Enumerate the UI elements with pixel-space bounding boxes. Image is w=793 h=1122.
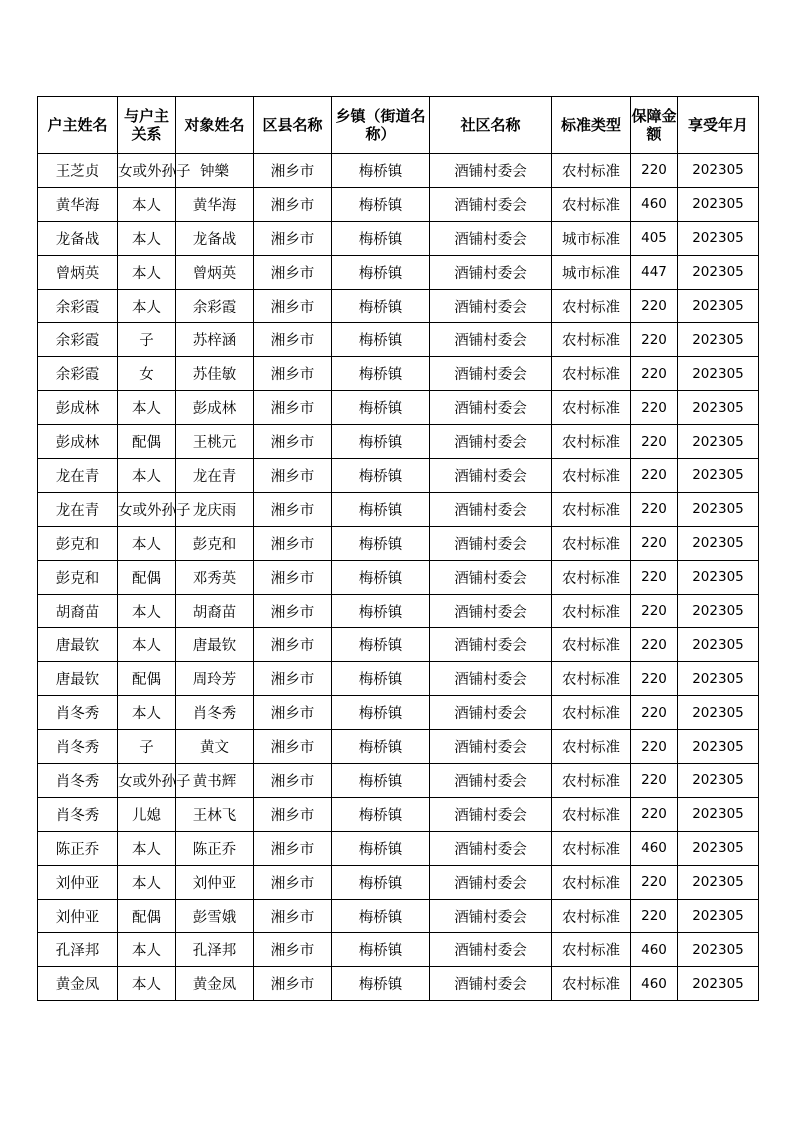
county-cell: 湘乡市 (254, 391, 332, 425)
community-cell: 酒铺村委会 (430, 797, 552, 831)
county-cell: 湘乡市 (254, 831, 332, 865)
community-cell: 酒铺村委会 (430, 526, 552, 560)
table-row (38, 187, 759, 221)
householder-name-cell: 余彩霞 (38, 357, 118, 391)
recipient-name-cell: 龙在青 (176, 459, 254, 493)
recipient-name-cell: 彭克和 (176, 526, 254, 560)
householder-name-cell: 刘仲亚 (38, 899, 118, 933)
community-cell: 酒铺村委会 (430, 628, 552, 662)
recipient-name-cell: 孔泽邦 (176, 933, 254, 967)
table-row (38, 425, 759, 459)
community-cell: 酒铺村委会 (430, 492, 552, 526)
relationship-cell: 女或外孙子 (118, 154, 176, 188)
recipient-name-cell: 黄书辉 (176, 764, 254, 798)
community-cell: 酒铺村委会 (430, 357, 552, 391)
township-cell: 梅桥镇 (332, 831, 430, 865)
table-row (38, 967, 759, 1001)
period-cell: 202305 (678, 967, 759, 1001)
period-cell: 202305 (678, 391, 759, 425)
householder-name-cell: 龙在青 (38, 459, 118, 493)
county-cell: 湘乡市 (254, 560, 332, 594)
standard-type-cell: 农村标准 (552, 865, 631, 899)
relationship-cell: 本人 (118, 459, 176, 493)
community-cell: 酒铺村委会 (430, 696, 552, 730)
householder-name-cell: 孔泽邦 (38, 933, 118, 967)
county-cell: 湘乡市 (254, 730, 332, 764)
standard-type-cell: 农村标准 (552, 696, 631, 730)
householder-name-cell: 刘仲亚 (38, 865, 118, 899)
township-cell: 梅桥镇 (332, 357, 430, 391)
amount-cell: 220 (631, 696, 678, 730)
relationship-cell: 配偶 (118, 560, 176, 594)
amount-cell: 220 (631, 865, 678, 899)
table-row (38, 289, 759, 323)
relationship-cell: 本人 (118, 831, 176, 865)
amount-cell: 460 (631, 187, 678, 221)
recipient-name-cell: 邓秀英 (176, 560, 254, 594)
community-cell: 酒铺村委会 (430, 865, 552, 899)
table-row (38, 459, 759, 493)
township-cell: 梅桥镇 (332, 967, 430, 1001)
table-row (38, 526, 759, 560)
householder-name-cell: 彭克和 (38, 560, 118, 594)
county-cell: 湘乡市 (254, 459, 332, 493)
amount-cell: 220 (631, 560, 678, 594)
period-cell: 202305 (678, 899, 759, 933)
householder-name-cell: 黄华海 (38, 187, 118, 221)
period-cell: 202305 (678, 289, 759, 323)
header-relationship: 与户主关系 (118, 97, 176, 154)
relationship-cell: 本人 (118, 628, 176, 662)
community-cell: 酒铺村委会 (430, 560, 552, 594)
householder-name-cell: 唐最钦 (38, 628, 118, 662)
amount-cell: 220 (631, 797, 678, 831)
recipient-name-cell: 龙备战 (176, 221, 254, 255)
period-cell: 202305 (678, 425, 759, 459)
header-county: 区县名称 (254, 97, 332, 154)
amount-cell: 220 (631, 323, 678, 357)
township-cell: 梅桥镇 (332, 323, 430, 357)
standard-type-cell: 农村标准 (552, 967, 631, 1001)
relationship-cell: 本人 (118, 221, 176, 255)
amount-cell: 460 (631, 933, 678, 967)
relationship-cell: 子 (118, 323, 176, 357)
table-row (38, 357, 759, 391)
relationship-cell: 本人 (118, 967, 176, 1001)
amount-cell: 220 (631, 594, 678, 628)
recipient-name-cell: 刘仲亚 (176, 865, 254, 899)
township-cell: 梅桥镇 (332, 933, 430, 967)
community-cell: 酒铺村委会 (430, 594, 552, 628)
householder-name-cell: 彭成林 (38, 425, 118, 459)
householder-name-cell: 肖冬秀 (38, 696, 118, 730)
township-cell: 梅桥镇 (332, 594, 430, 628)
community-cell: 酒铺村委会 (430, 255, 552, 289)
householder-name-cell: 彭成林 (38, 391, 118, 425)
township-cell: 梅桥镇 (332, 289, 430, 323)
standard-type-cell: 农村标准 (552, 187, 631, 221)
header-row (38, 97, 759, 154)
standard-type-cell: 城市标准 (552, 221, 631, 255)
county-cell: 湘乡市 (254, 865, 332, 899)
period-cell: 202305 (678, 865, 759, 899)
amount-cell: 220 (631, 289, 678, 323)
recipient-name-cell: 钟樂 (176, 154, 254, 188)
county-cell: 湘乡市 (254, 662, 332, 696)
relationship-cell: 本人 (118, 255, 176, 289)
amount-cell: 220 (631, 459, 678, 493)
county-cell: 湘乡市 (254, 594, 332, 628)
recipient-name-cell: 肖冬秀 (176, 696, 254, 730)
standard-type-cell: 农村标准 (552, 459, 631, 493)
county-cell: 湘乡市 (254, 357, 332, 391)
recipient-name-cell: 黄金凤 (176, 967, 254, 1001)
period-cell: 202305 (678, 628, 759, 662)
community-cell: 酒铺村委会 (430, 425, 552, 459)
period-cell: 202305 (678, 764, 759, 798)
county-cell: 湘乡市 (254, 526, 332, 560)
header-township: 乡镇（街道名称） (332, 97, 430, 154)
householder-name-cell: 陈正乔 (38, 831, 118, 865)
relationship-cell: 配偶 (118, 425, 176, 459)
period-cell: 202305 (678, 154, 759, 188)
standard-type-cell: 农村标准 (552, 797, 631, 831)
period-cell: 202305 (678, 526, 759, 560)
township-cell: 梅桥镇 (332, 154, 430, 188)
period-cell: 202305 (678, 831, 759, 865)
relationship-cell: 女或外孙子 (118, 764, 176, 798)
township-cell: 梅桥镇 (332, 255, 430, 289)
county-cell: 湘乡市 (254, 764, 332, 798)
relationship-cell: 女或外孙子 (118, 492, 176, 526)
period-cell: 202305 (678, 797, 759, 831)
community-cell: 酒铺村委会 (430, 831, 552, 865)
recipient-name-cell: 胡裔苗 (176, 594, 254, 628)
relationship-cell: 配偶 (118, 899, 176, 933)
amount-cell: 220 (631, 662, 678, 696)
county-cell: 湘乡市 (254, 255, 332, 289)
standard-type-cell: 农村标准 (552, 425, 631, 459)
amount-cell: 220 (631, 391, 678, 425)
standard-type-cell: 农村标准 (552, 391, 631, 425)
standard-type-cell: 农村标准 (552, 526, 631, 560)
community-cell: 酒铺村委会 (430, 289, 552, 323)
relationship-cell: 本人 (118, 933, 176, 967)
recipient-name-cell: 黄华海 (176, 187, 254, 221)
relationship-cell: 本人 (118, 526, 176, 560)
township-cell: 梅桥镇 (332, 221, 430, 255)
table-row (38, 662, 759, 696)
township-cell: 梅桥镇 (332, 797, 430, 831)
community-cell: 酒铺村委会 (430, 154, 552, 188)
recipient-name-cell: 彭雪娥 (176, 899, 254, 933)
relationship-cell: 配偶 (118, 662, 176, 696)
table-row (38, 899, 759, 933)
community-cell: 酒铺村委会 (430, 730, 552, 764)
standard-type-cell: 农村标准 (552, 831, 631, 865)
amount-cell: 220 (631, 357, 678, 391)
table-row (38, 933, 759, 967)
community-cell: 酒铺村委会 (430, 187, 552, 221)
table-row (38, 594, 759, 628)
recipient-name-cell: 陈正乔 (176, 831, 254, 865)
householder-name-cell: 唐最钦 (38, 662, 118, 696)
period-cell: 202305 (678, 560, 759, 594)
township-cell: 梅桥镇 (332, 628, 430, 662)
amount-cell: 460 (631, 831, 678, 865)
householder-name-cell: 余彩霞 (38, 289, 118, 323)
relationship-cell: 本人 (118, 187, 176, 221)
householder-name-cell: 黄金凤 (38, 967, 118, 1001)
county-cell: 湘乡市 (254, 696, 332, 730)
county-cell: 湘乡市 (254, 797, 332, 831)
relationship-cell: 本人 (118, 391, 176, 425)
householder-name-cell: 王芝贞 (38, 154, 118, 188)
amount-cell: 220 (631, 628, 678, 662)
county-cell: 湘乡市 (254, 933, 332, 967)
amount-cell: 220 (631, 526, 678, 560)
table-row (38, 391, 759, 425)
township-cell: 梅桥镇 (332, 391, 430, 425)
county-cell: 湘乡市 (254, 154, 332, 188)
county-cell: 湘乡市 (254, 221, 332, 255)
recipient-name-cell: 黄文 (176, 730, 254, 764)
period-cell: 202305 (678, 594, 759, 628)
table-row (38, 764, 759, 798)
period-cell: 202305 (678, 255, 759, 289)
county-cell: 湘乡市 (254, 323, 332, 357)
period-cell: 202305 (678, 933, 759, 967)
householder-name-cell: 肖冬秀 (38, 730, 118, 764)
period-cell: 202305 (678, 357, 759, 391)
township-cell: 梅桥镇 (332, 187, 430, 221)
table-row (38, 323, 759, 357)
table-row (38, 865, 759, 899)
period-cell: 202305 (678, 730, 759, 764)
householder-name-cell: 肖冬秀 (38, 797, 118, 831)
township-cell: 梅桥镇 (332, 492, 430, 526)
amount-cell: 405 (631, 221, 678, 255)
relationship-cell: 女 (118, 357, 176, 391)
township-cell: 梅桥镇 (332, 764, 430, 798)
table-row (38, 221, 759, 255)
standard-type-cell: 农村标准 (552, 662, 631, 696)
amount-cell: 220 (631, 899, 678, 933)
recipient-name-cell: 王林飞 (176, 797, 254, 831)
period-cell: 202305 (678, 492, 759, 526)
recipient-name-cell: 唐最钦 (176, 628, 254, 662)
recipient-name-cell: 彭成林 (176, 391, 254, 425)
standard-type-cell: 农村标准 (552, 357, 631, 391)
householder-name-cell: 彭克和 (38, 526, 118, 560)
amount-cell: 447 (631, 255, 678, 289)
amount-cell: 220 (631, 154, 678, 188)
community-cell: 酒铺村委会 (430, 933, 552, 967)
township-cell: 梅桥镇 (332, 865, 430, 899)
recipient-name-cell: 苏佳敏 (176, 357, 254, 391)
relationship-cell: 本人 (118, 594, 176, 628)
standard-type-cell: 农村标准 (552, 899, 631, 933)
header-householder-name: 户主姓名 (38, 97, 118, 154)
period-cell: 202305 (678, 221, 759, 255)
table-row (38, 628, 759, 662)
householder-name-cell: 胡裔苗 (38, 594, 118, 628)
standard-type-cell: 农村标准 (552, 560, 631, 594)
township-cell: 梅桥镇 (332, 696, 430, 730)
header-community: 社区名称 (430, 97, 552, 154)
roster-body (38, 154, 759, 1001)
community-cell: 酒铺村委会 (430, 221, 552, 255)
township-cell: 梅桥镇 (332, 662, 430, 696)
township-cell: 梅桥镇 (332, 730, 430, 764)
relationship-cell: 本人 (118, 289, 176, 323)
period-cell: 202305 (678, 187, 759, 221)
table-row (38, 492, 759, 526)
community-cell: 酒铺村委会 (430, 459, 552, 493)
amount-cell: 220 (631, 425, 678, 459)
county-cell: 湘乡市 (254, 967, 332, 1001)
county-cell: 湘乡市 (254, 425, 332, 459)
period-cell: 202305 (678, 696, 759, 730)
township-cell: 梅桥镇 (332, 899, 430, 933)
standard-type-cell: 农村标准 (552, 594, 631, 628)
community-cell: 酒铺村委会 (430, 391, 552, 425)
householder-name-cell: 曾炳英 (38, 255, 118, 289)
period-cell: 202305 (678, 459, 759, 493)
county-cell: 湘乡市 (254, 187, 332, 221)
standard-type-cell: 农村标准 (552, 289, 631, 323)
table-row (38, 255, 759, 289)
header-amount: 保障金额 (631, 97, 678, 154)
recipient-name-cell: 苏梓涵 (176, 323, 254, 357)
standard-type-cell: 农村标准 (552, 764, 631, 798)
standard-type-cell: 城市标准 (552, 255, 631, 289)
standard-type-cell: 农村标准 (552, 730, 631, 764)
recipient-name-cell: 龙庆雨 (176, 492, 254, 526)
recipient-name-cell: 余彩霞 (176, 289, 254, 323)
period-cell: 202305 (678, 662, 759, 696)
table-row (38, 730, 759, 764)
recipient-name-cell: 王桃元 (176, 425, 254, 459)
township-cell: 梅桥镇 (332, 526, 430, 560)
county-cell: 湘乡市 (254, 492, 332, 526)
county-cell: 湘乡市 (254, 899, 332, 933)
header-recipient-name: 对象姓名 (176, 97, 254, 154)
standard-type-cell: 农村标准 (552, 154, 631, 188)
amount-cell: 220 (631, 492, 678, 526)
community-cell: 酒铺村委会 (430, 967, 552, 1001)
standard-type-cell: 农村标准 (552, 933, 631, 967)
township-cell: 梅桥镇 (332, 459, 430, 493)
householder-name-cell: 龙备战 (38, 221, 118, 255)
table-row (38, 797, 759, 831)
community-cell: 酒铺村委会 (430, 662, 552, 696)
amount-cell: 220 (631, 730, 678, 764)
recipient-name-cell: 曾炳英 (176, 255, 254, 289)
header-period: 享受年月 (678, 97, 759, 154)
standard-type-cell: 农村标准 (552, 492, 631, 526)
table-row (38, 696, 759, 730)
table-row (38, 154, 759, 188)
community-cell: 酒铺村委会 (430, 899, 552, 933)
roster-table (37, 96, 759, 1001)
relationship-cell: 儿媳 (118, 797, 176, 831)
standard-type-cell: 农村标准 (552, 628, 631, 662)
standard-type-cell: 农村标准 (552, 323, 631, 357)
householder-name-cell: 肖冬秀 (38, 764, 118, 798)
recipient-name-cell: 周玲芳 (176, 662, 254, 696)
table-row (38, 831, 759, 865)
table-row (38, 560, 759, 594)
amount-cell: 460 (631, 967, 678, 1001)
relationship-cell: 本人 (118, 865, 176, 899)
township-cell: 梅桥镇 (332, 560, 430, 594)
relationship-cell: 本人 (118, 696, 176, 730)
community-cell: 酒铺村委会 (430, 764, 552, 798)
relationship-cell: 子 (118, 730, 176, 764)
county-cell: 湘乡市 (254, 628, 332, 662)
householder-name-cell: 余彩霞 (38, 323, 118, 357)
township-cell: 梅桥镇 (332, 425, 430, 459)
community-cell: 酒铺村委会 (430, 323, 552, 357)
period-cell: 202305 (678, 323, 759, 357)
county-cell: 湘乡市 (254, 289, 332, 323)
householder-name-cell: 龙在青 (38, 492, 118, 526)
header-standard-type: 标准类型 (552, 97, 631, 154)
amount-cell: 220 (631, 764, 678, 798)
